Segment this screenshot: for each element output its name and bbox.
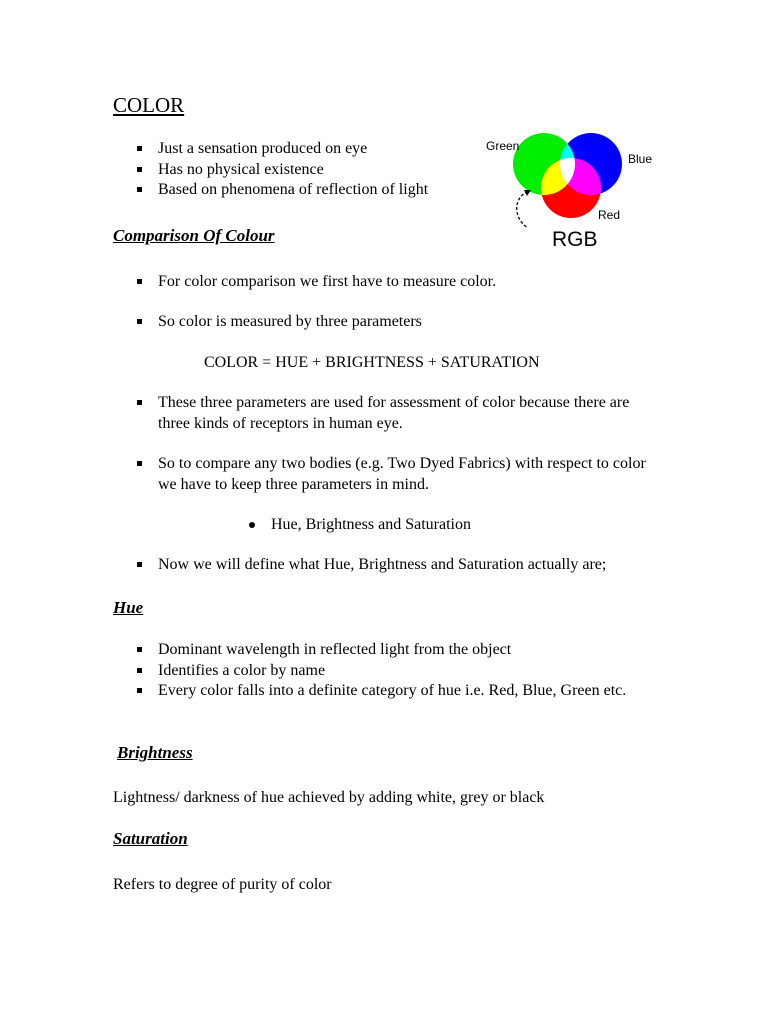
hue-bullet-list xyxy=(135,640,648,702)
arrow-curve xyxy=(517,192,528,228)
comparison-bullet-3 xyxy=(135,393,658,434)
comparison-bullet-5 xyxy=(135,555,606,576)
list-item: Has no physical existence xyxy=(135,160,428,181)
saturation-heading: Saturation xyxy=(113,829,188,848)
list-item: So to compare any two bodies (e.g. Two Dyed Fabrics) with respect to color we have to keep three parameters in mind. xyxy=(135,454,658,495)
comparison-bullet-2 xyxy=(135,312,422,333)
list-item: Based on phenomena of reflection of light xyxy=(135,180,428,201)
list-item: So color is measured by three parameters xyxy=(135,312,422,333)
rgb-color-diagram xyxy=(478,126,658,254)
hue-heading: Hue xyxy=(113,598,144,617)
color-formula: COLOR = HUE + BRIGHTNESS + SATURATION xyxy=(204,354,540,371)
list-item: Every color falls into a definite category of hue i.e. Red, Blue, Green etc. xyxy=(135,681,648,702)
list-item: Now we will define what Hue, Brightness and Saturation actually are; xyxy=(135,555,606,576)
list-item: Just a sensation produced on eye xyxy=(135,139,428,160)
rgb-caption: RGB xyxy=(552,228,598,251)
red-label: Red xyxy=(598,208,621,222)
green-label: Green xyxy=(486,139,520,153)
comparison-heading: Comparison Of Colour xyxy=(113,226,275,245)
saturation-text: Refers to degree of purity of color xyxy=(113,876,332,893)
list-item: Dominant wavelength in reflected light from the object xyxy=(135,640,648,661)
intro-bullet-list xyxy=(135,139,428,201)
blue-label: Blue xyxy=(628,152,653,166)
page-title: COLOR xyxy=(113,93,185,117)
list-item: For color comparison we first have to measure color. xyxy=(135,272,496,293)
brightness-heading: Brightness xyxy=(117,743,193,762)
arrow-head-icon xyxy=(524,190,531,196)
brightness-text: Lightness/ darkness of hue achieved by adding white, grey or black xyxy=(113,789,545,806)
parameters-sub-item: Hue, Brightness and Saturation xyxy=(271,516,471,533)
comparison-bullet-4 xyxy=(135,454,658,495)
list-item: These three parameters are used for assessment of color because there are three kinds of receptors in human eye. xyxy=(135,393,658,434)
list-item: Identifies a color by name xyxy=(135,661,648,682)
comparison-bullet-1 xyxy=(135,272,496,293)
